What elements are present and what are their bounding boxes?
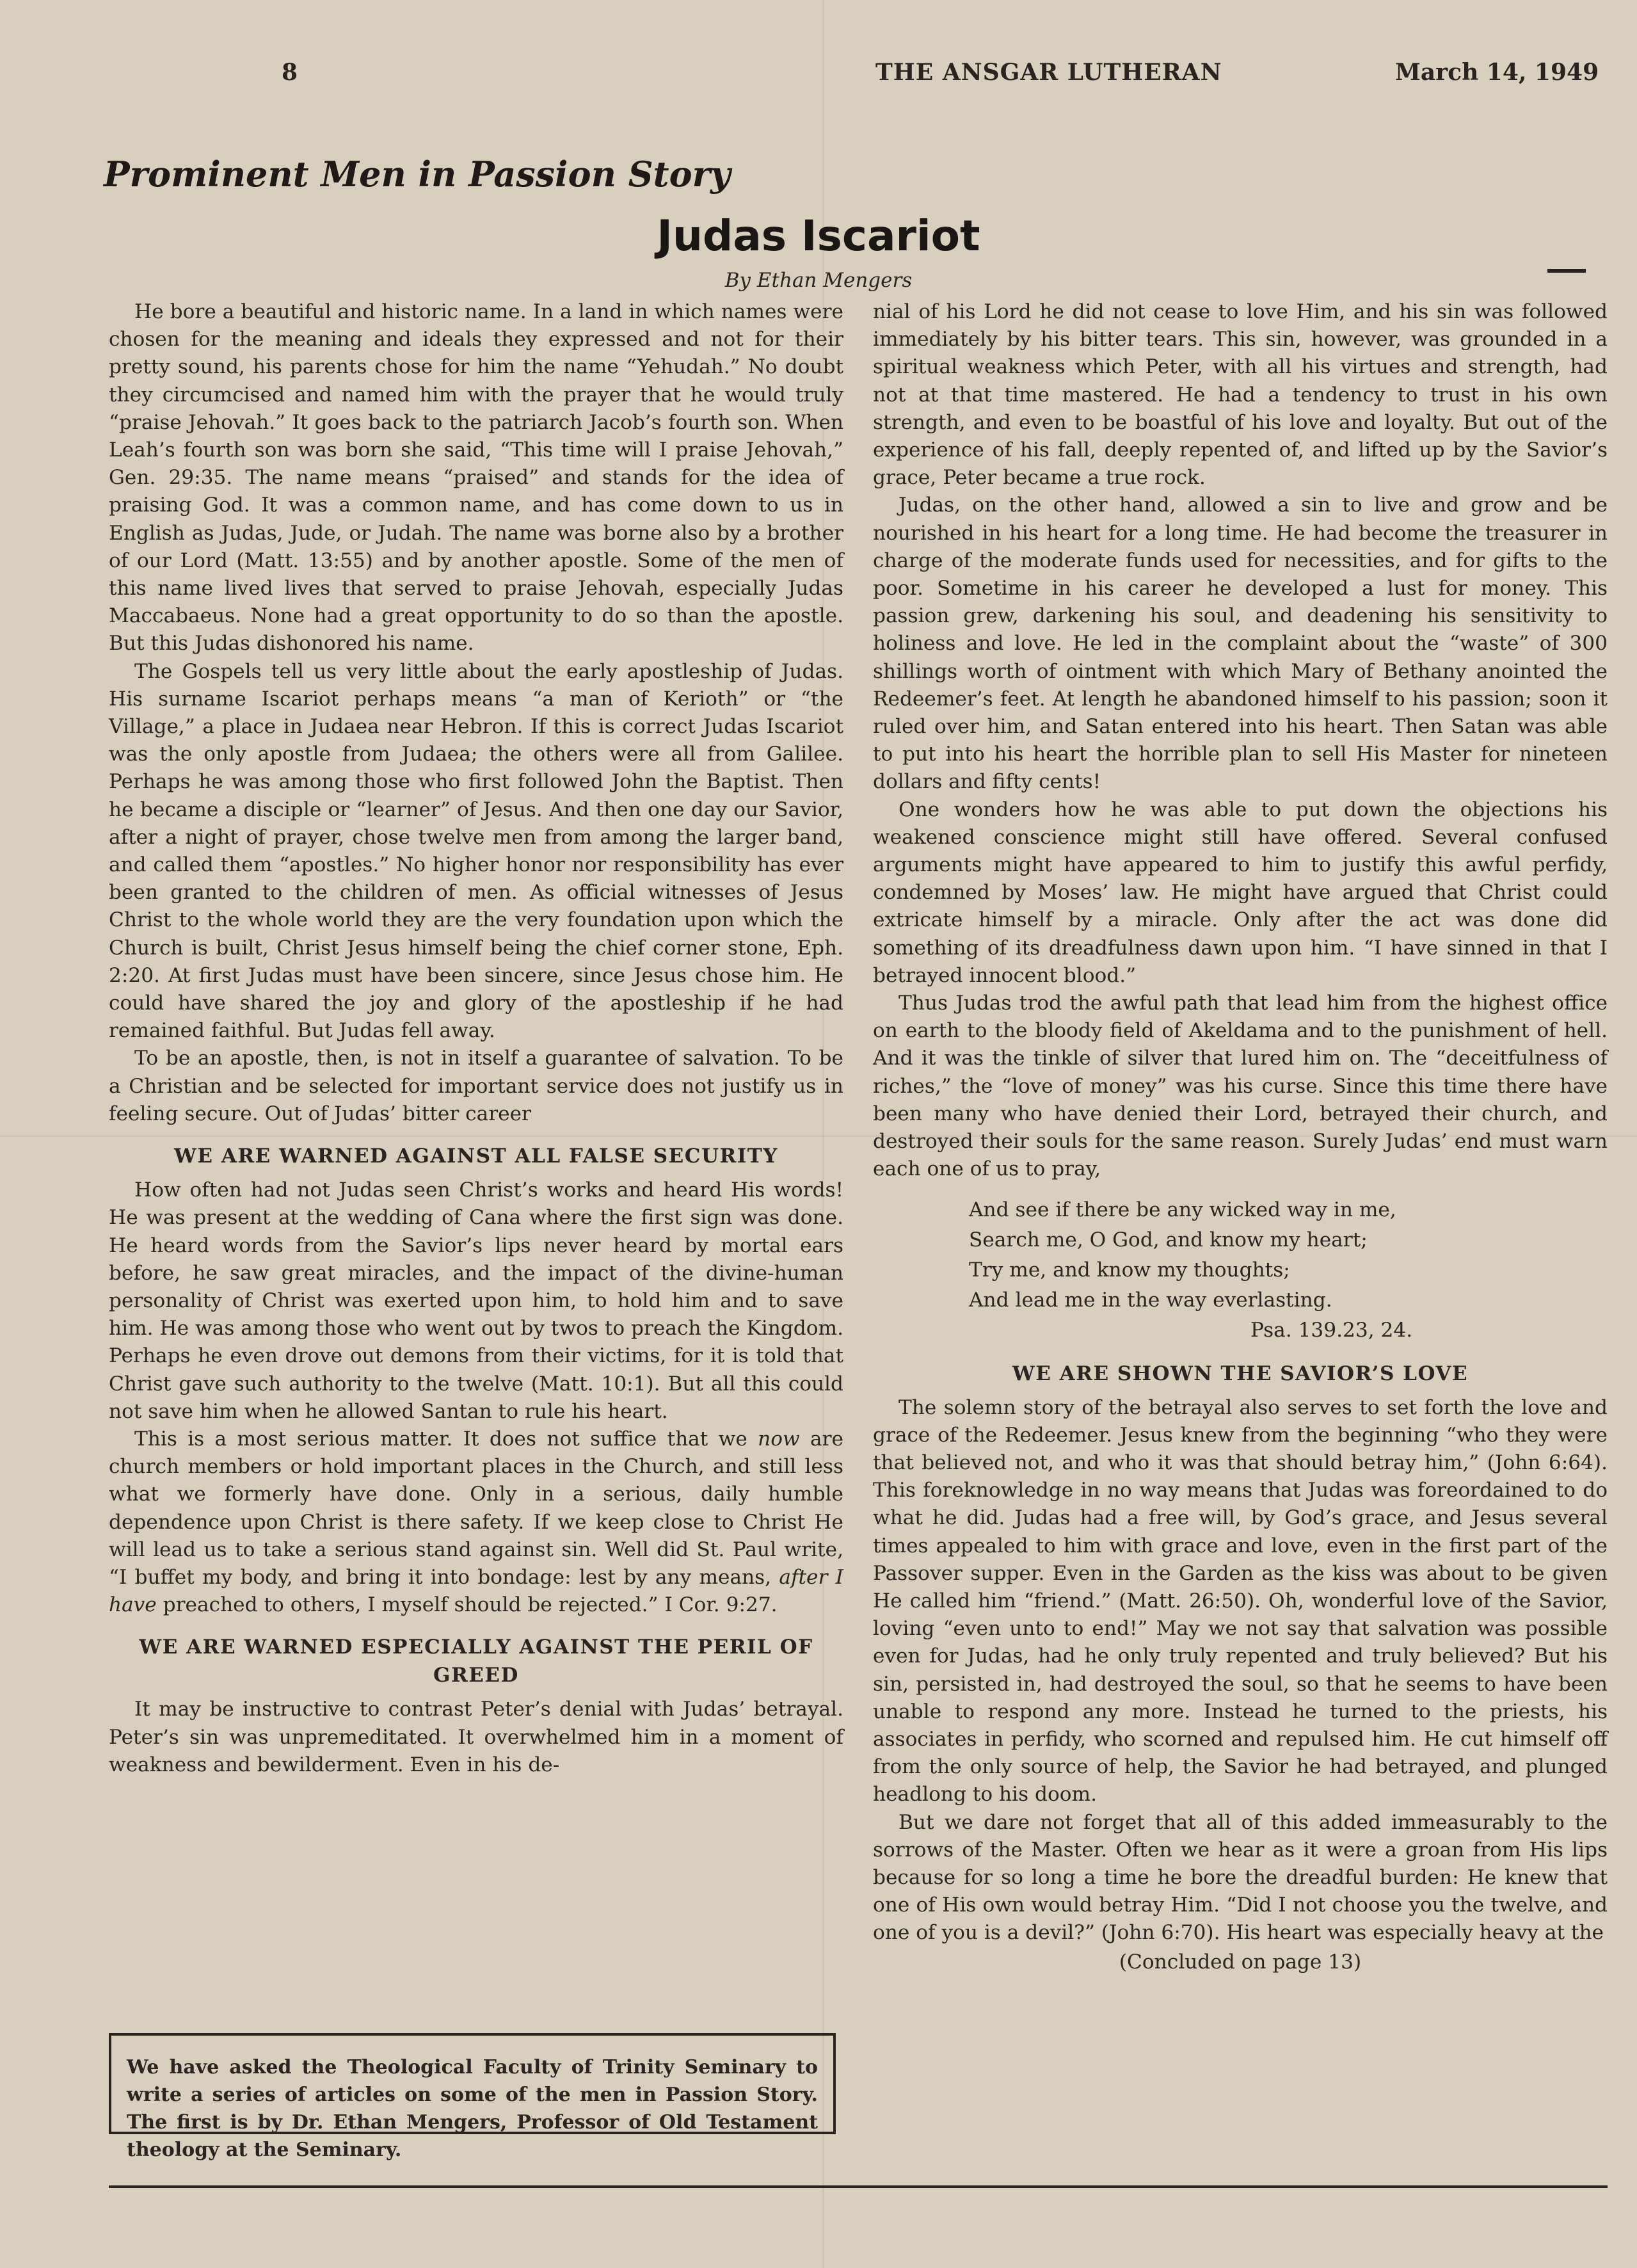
emphasis: now: [758, 1427, 800, 1451]
paragraph: [109, 1426, 843, 1619]
continuation-note: (Concluded on page 13): [1119, 1950, 1362, 1974]
page-number: 8: [282, 59, 298, 86]
paragraph: How often had not Judas seen Christ’s works and heard His words! He was present at the wedding of Cana where the first sign was done. He heard words from the Savior’s lips never heard by mortal ears before, he saw great miracles, and the impact of the divine-human personality of Christ was exerted upon him, to hold him and to save him. He was among those who went out by twos to preach the Kingdom. Perhaps he even drove out demons from their victims, for it is told that Christ gave such authority to the twelve (Matt. 10:1). But all this could not save him when he allowed Santan to rule his heart.: [109, 1178, 843, 1423]
verse-reference: Psa. 139.23, 24.: [1250, 1318, 1413, 1342]
paragraph: One wonders how he was able to put down the objections his weakened conscience might still have offered. Several confused arguments might have appeared to him to justify this awful perfidy, condemned by Moses’ law. He might have argued that Christ could extricate himself by a miracle. Only after the act was done did something of its dreadfulness dawn upon him. “I have sinned in that I betrayed innocent blood.”: [873, 798, 1608, 987]
paragraph: It may be instructive to contrast Peter’s denial with Judas’ betrayal. Peter’s sin was unpremeditated. It overwhelmed him in a moment of weakness and bewilderment. Even in his de-: [109, 1698, 843, 1776]
section-heading: WE ARE WARNED AGAINST ALL FALSE SECURITY: [174, 1145, 778, 1168]
scripture-verse: [969, 1195, 1608, 1346]
bottom-rule: [109, 2185, 1608, 2188]
paragraph: To be an apostle, then, is not in itself a guarantee of salvation. To be a Christian and be selected for important service does not justify us in feeling secure. Out of Judas’ bitter career: [109, 1047, 843, 1125]
verse-line: Try me, and know my thoughts;: [969, 1258, 1290, 1282]
emphasis: after I have: [109, 1565, 843, 1617]
issue-date: March 14, 1949: [1395, 59, 1599, 86]
article-byline: By Ethan Mengers: [724, 269, 913, 292]
text-run: are church members or hold important places in the Church, and still less what we formerly have done. Only in a serious, daily humble dependence upon Christ is there safety. If we keep close to Christ He will lead us to take a serious stand against sin. Well did St. Paul write, “I buffet my body, and bring it into bondage: lest by any means,: [109, 1427, 843, 1589]
verse-line: And see if there be any wicked way in me,: [969, 1198, 1396, 1221]
paragraph: Thus Judas trod the awful path that lead him from the highest office on earth to the bloody field of Akeldama and to the punishment of hell. And it was the tinkle of silver that lured him on. The “deceitfulness of riches,” the “love of money” was his curse. Since this time there have been many who have denied their Lord, betrayed their church, and destroyed their souls for the same reason. Surely Judas’ end must warn each one of us to pray,: [873, 992, 1608, 1181]
paragraph: He bore a beautiful and historic name. In a land in which names were chosen for the meaning and ideals they expressed and not for their pretty sound, his parents chose for him the name “Yehudah.” No doubt they circumcised and named him with the prayer that he would truly “praise Jehovah.” It goes back to the patriarch Jacob’s fourth son. When Leah’s fourth son was born she said, “This time will I praise Jehovah,” Gen. 29:35. The name means “praised” and stands for the idea of praising God. It was a common name, and has come down to us in English as Judas, Jude, or Judah. The name was borne also by a brother of our Lord (Matt. 13:55) and by another apostle. Some of the men of this name lived lives that served to praise Jehovah, especially Judas Maccabaeus. None had a great opportunity to do so than the apostle. But this Judas dishonored his name.: [109, 300, 843, 655]
paragraph: nial of his Lord he did not cease to love Him, and his sin was followed immediately by his bitter tears. This sin, however, was grounded in a spiritual weakness which Peter, with all his virtues and strength, had not at that time mastered. He had a tendency to trust in his own strength, and even to be boastful of his love and loyalty. But out of the experience of his fall, deeply repented of, and lifted up by the Savior’s grace, Peter became a true rock.: [873, 300, 1608, 490]
left-column: [109, 298, 843, 1779]
paragraph: The solemn story of the betrayal also serves to set forth the love and grace of the Redeemer. Jesus knew from the beginning “who they were that believed not, and who it was that should betray him,” (John 6:64). This foreknowledge in no way means that Judas was foreordained to do what he did. Judas had a free will, by God’s grace, and Jesus several times appealed to him with grace and love, even in the first part of the Passover supper. Even in the Garden as the kiss was about to be given He called him “friend.” (Matt. 26:50). Oh, wonderful love of the Savior, loving “even unto to end!” May we not say that salvation was possible even for Judas, had he only truly repented and truly believed? But his sin, persisted in, had destroyed the soul, so that he seems to have been unable to respond any more. Instead he turned to the priests, his associates in perfidy, who scorned and repulsed him. He cut himself off from the only source of help, the Savior he had betrayed, and plunged headlong to his doom.: [873, 1395, 1608, 1806]
publication-title: THE ANSGAR LUTHERAN: [875, 59, 1222, 86]
paragraph: The Gospels tell us very little about the early apostleship of Judas. His surname Iscariot perhaps means “a man of Kerioth” or “the Village,” a place in Judaea near Hebron. If this is correct Judas Iscariot was the only apostle from Judaea; the others were all from Galilee. Perhaps he was among those who first followed John the Baptist. Then he became a disciple or “learner” of Jesus. And then one day our Savior, after a night of prayer, chose twelve men from among the larger band, and called them “apostles.” No higher honor nor responsibility has ever been granted to the children of men. As official witnesses of Jesus Christ to the whole world they are the very foundation upon which the Church is built, Christ Jesus himself being the chief corner stone, Eph. 2:20. At first Judas must have been sincere, since Jesus chose him. He could have shared the joy and glory of the apostleship if he had remained faithful. But Judas fell away.: [109, 659, 843, 1043]
section-heading: WE ARE WARNED ESPECIALLY AGAINST THE PERIL OF GREED: [139, 1636, 813, 1687]
paragraph: Judas, on the other hand, allowed a sin to live and grow and be nourished in his heart for a long time. He had become the treasurer in charge of the moderate funds used for necessities, and for gifts to the poor. Sometime in his career he developed a lust for money. This passion grew, darkening his soul, and deadening his sensitivity to holiness and love. He led in the complaint about the “waste” of 300 shillings worth of ointment with which Mary of Bethany anointed the Redeemer’s feet. At length he abandoned himself to his passion; soon it ruled over him, and Satan entered into his heart. Then Satan was able to put into his heart the horrible plan to sell His Master for nineteen dollars and fifty cents!: [873, 494, 1608, 794]
decorative-dash: [1547, 269, 1586, 273]
verse-line: And lead me in the way everlasting.: [969, 1288, 1332, 1312]
text-run: This is a most serious matter. It does not suffice that we: [134, 1427, 758, 1451]
verse-line: Search me, O God, and know my heart;: [969, 1228, 1368, 1251]
section-heading: WE ARE SHOWN THE SAVIOR’S LOVE: [1012, 1362, 1469, 1385]
right-column: [873, 298, 1608, 1976]
paragraph: But we dare not forget that all of this added immeasurably to the sorrows of the Master. Often we hear as it were a groan from His lips because for so long a time he bore the dreadful burden: He knew that one of His own would betray Him. “Did I not choose you the twelve, and one of you is a devil?” (John 6:70). His heart was especially heavy at the: [873, 1810, 1608, 1945]
editor-note-box: We have asked the Theological Faculty of Trinity Seminary to write a series of articles on some of the men in Passion Story. The first is by Dr. Ethan Mengers, Professor of Old Testament theology at the Seminary.: [109, 2033, 836, 2134]
text-run: preached to others, I myself should be rejected.” I Cor. 9:27.: [156, 1593, 778, 1617]
series-kicker: Prominent Men in Passion Story: [104, 154, 731, 195]
article-title: Judas Iscariot: [657, 211, 980, 261]
